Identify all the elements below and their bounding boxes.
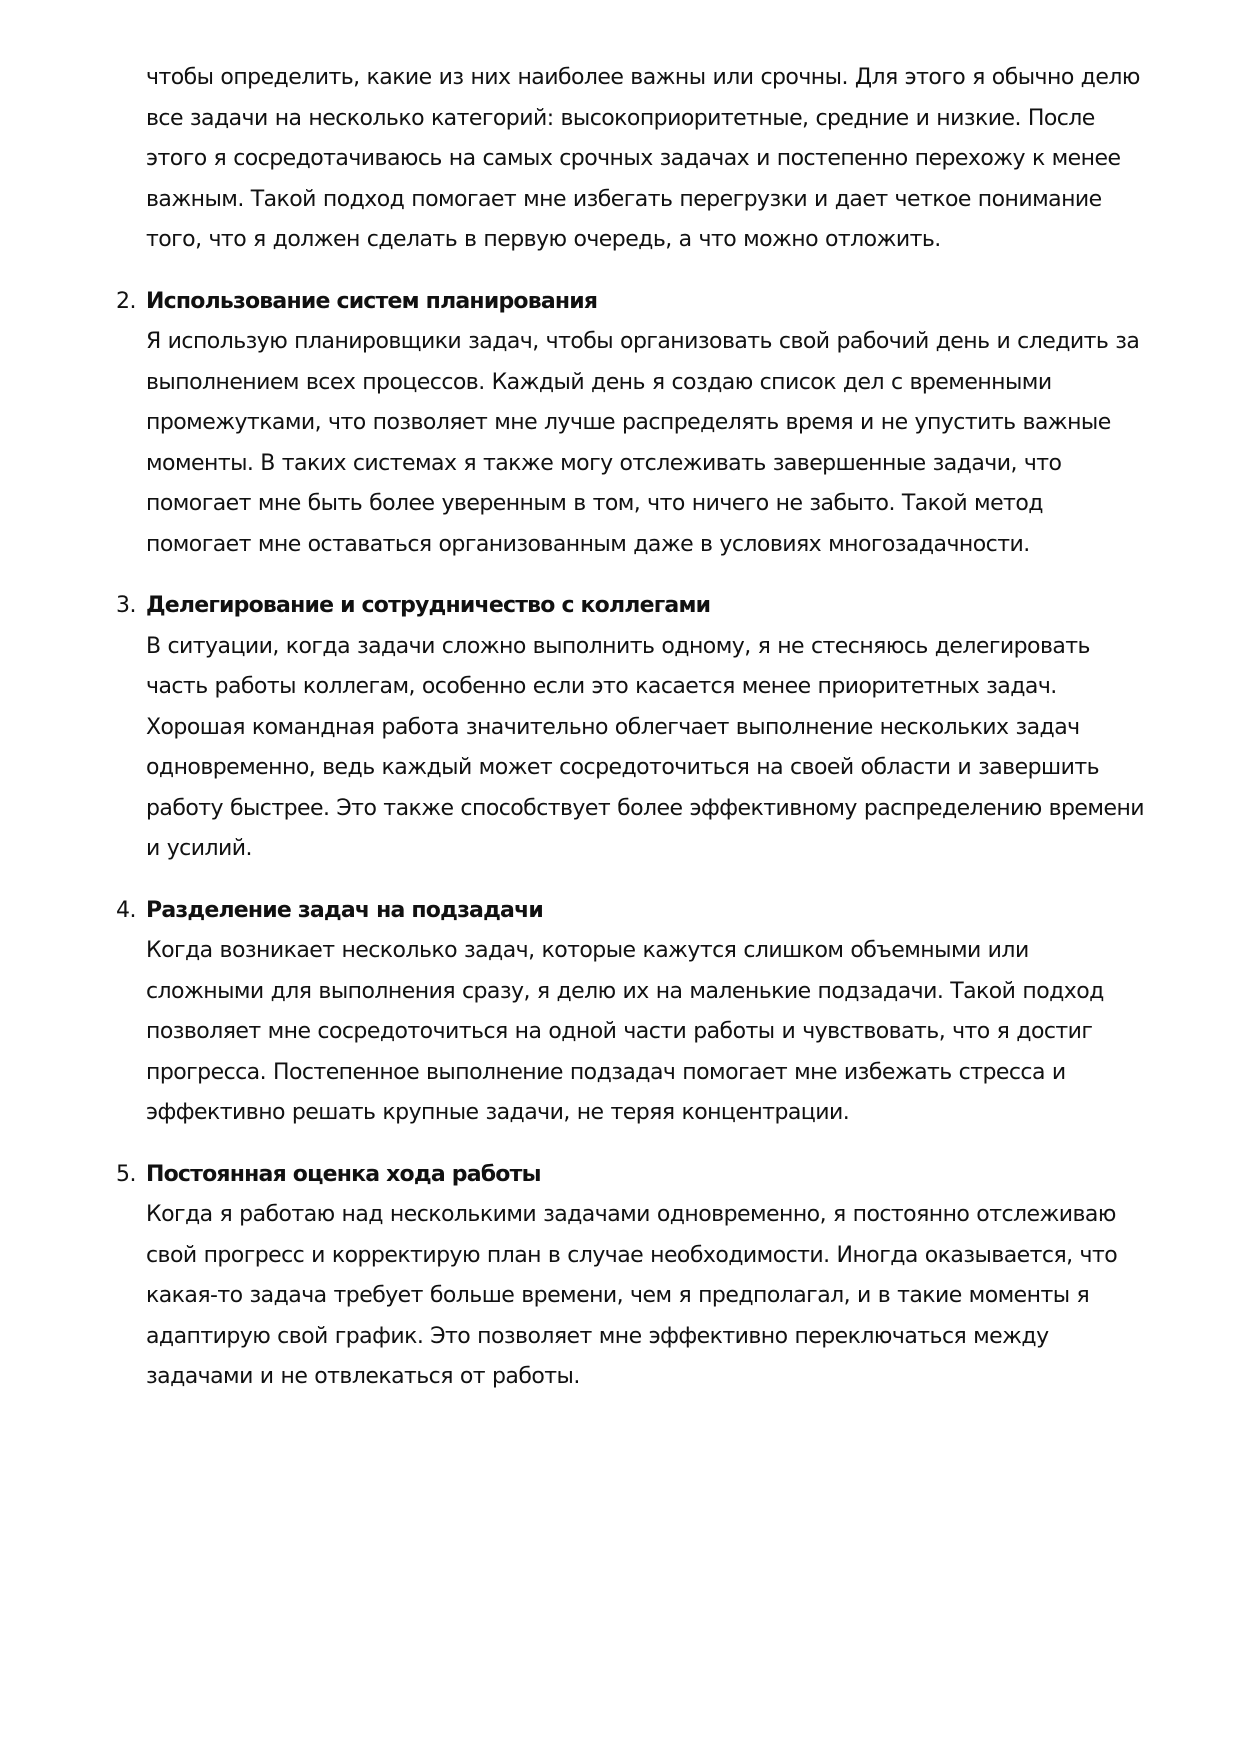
list-item-heading: Разделение задач на подзадачи [146,897,544,923]
list-item-text: Когда возникает несколько задач, которые кажутся слишком объемными или сложными для выполнения сразу, я делю их на маленькие подзадачи. Такой подход позволяет мне сосредоточиться на одной части работы и чувствовать, что я достиг прогресса. Постепенное выполнение подзадач помогает мне избежать стресса и эффективно решать крупные задачи, не теряя концентрации. [146,938,1104,1125]
list-item-heading: Использование систем планирования [146,288,598,314]
list-item [116,586,1146,870]
list-item-heading: Делегирование и сотрудничество с коллегами [146,593,711,618]
list-item-heading: Постоянная оценка хода работы [146,1161,541,1187]
list-item-number: 4. [116,897,136,923]
list-item-number: 3. [116,593,136,618]
list-item [116,282,1146,566]
intro-continuation-paragraph: чтобы определить, какие из них наиболее важны или срочны. Для этого я обычно делю все задачи на несколько категорий: высокоприоритетные, средние и низкие. После этого я сосредотачиваюсь на самых срочных задачах и постепенно перехожу к менее важным. Такой подход помогает мне избегать перегрузки и дает четкое понимание того, что я должен сделать в первую очередь, а что можно отложить. [146,65,1140,252]
list-item [116,891,1146,1134]
list-item [116,1155,1146,1398]
numbered-list [116,282,1146,1398]
list-item-number: 2. [116,288,136,314]
list-item-text: Я использую планировщики задач, чтобы организовать свой рабочий день и следить за выполнением всех процессов. Каждый день я создаю список дел с временными промежутками, что позволяет мне лучше распределять время и не упустить важные моменты. В таких системах я также могу отслеживать завершенные задачи, что помогает мне быть более уверенным в том, что ничего не забыто. Такой метод помогает мне оставаться организованным даже в условиях многозадачности. [146,329,1140,557]
list-item-text: Когда я работаю над несколькими задачами одновременно, я постоянно отслеживаю свой прогресс и корректирую план в случае необходимости. Иногда оказывается, что какая-то задача требует больше времени, чем я предполагал, и в такие моменты я адаптирую свой график. Это позволяет мне эффективно переключаться между задачами и не отвлекаться от работы. [146,1202,1118,1389]
list-item-text: В ситуации, когда задачи сложно выполнить одному, я не стесняюсь делегировать часть работы коллегам, особенно если это касается менее приоритетных задач. Хорошая командная работа значительно облегчает выполнение нескольких задач одновременно, ведь каждый может сосредоточиться на своей области и завершить работу быстрее. Это также способствует более эффективному распределению времени и усилий. [146,633,1145,861]
document-body [116,58,1146,1398]
list-item-number: 5. [116,1161,136,1187]
